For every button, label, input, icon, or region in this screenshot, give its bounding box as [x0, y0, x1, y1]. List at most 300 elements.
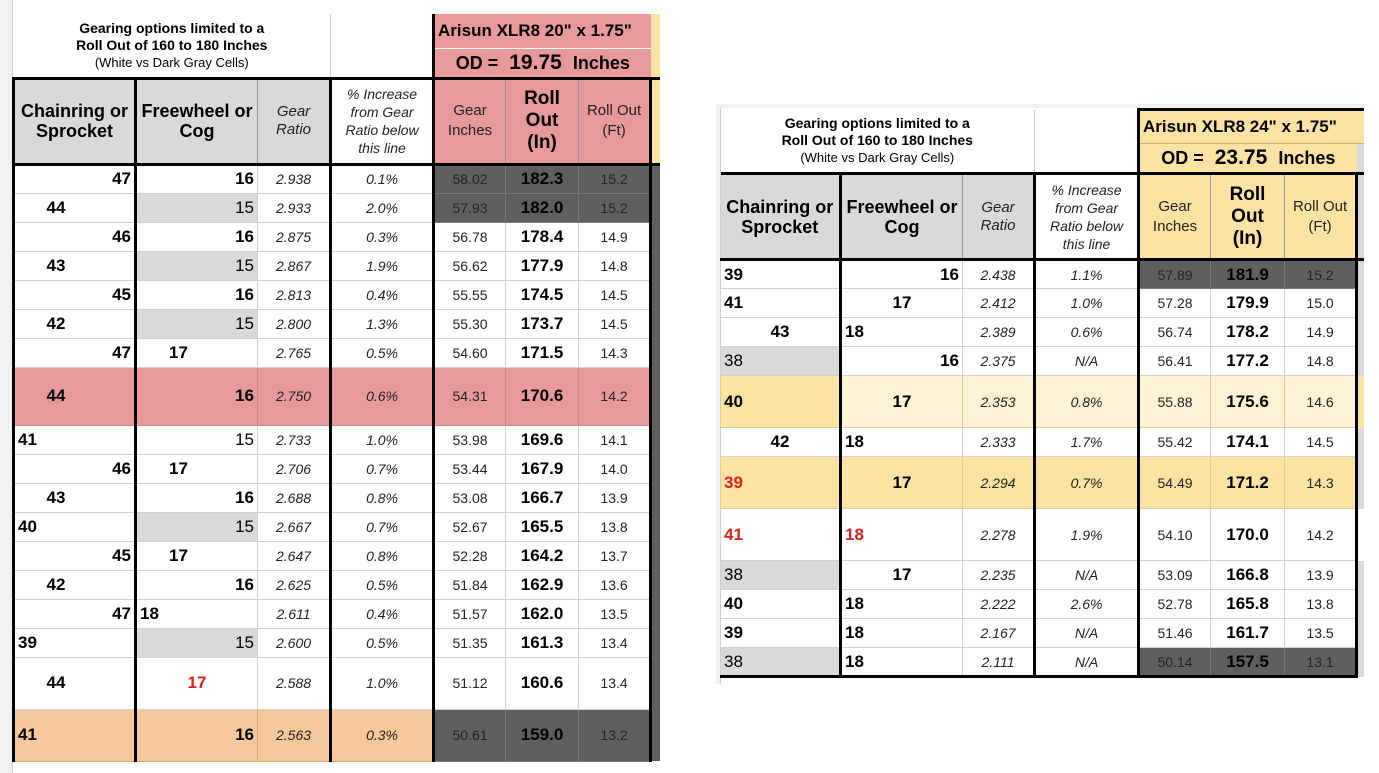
right-inc-cell[interactable]: N/A	[1035, 561, 1139, 590]
right-ft-cell[interactable]: 15.0	[1285, 289, 1357, 318]
right-gi-cell[interactable]: 54.49	[1139, 457, 1211, 509]
left-inc-cell[interactable]: 0.6%	[331, 367, 434, 425]
right-inc-cell[interactable]: 0.8%	[1035, 376, 1139, 428]
right-ro-cell[interactable]: 170.0	[1211, 509, 1285, 561]
right-cog-cell[interactable]: 17	[841, 289, 963, 318]
right-header-freewheel: Freewheel or Cog	[841, 174, 963, 260]
left-cog-cell[interactable]: 16	[136, 164, 258, 193]
table-row	[721, 347, 1365, 376]
left-cog-cell[interactable]: 15	[136, 425, 258, 454]
right-ft-cell[interactable]: 14.5	[1285, 428, 1357, 457]
right-ro-cell[interactable]: 179.9	[1211, 289, 1285, 318]
left-ring-cell[interactable]: 46	[14, 222, 136, 251]
table-row	[14, 425, 661, 454]
right-sheet	[716, 104, 1364, 684]
right-cog-cell[interactable]: 18	[841, 590, 963, 619]
left-info-cell	[14, 14, 331, 78]
right-gi-cell[interactable]: 52.78	[1139, 590, 1211, 619]
left-inc-cell[interactable]: 0.5%	[331, 570, 434, 599]
right-ring-cell[interactable]: 42	[721, 428, 841, 457]
right-ratio-cell[interactable]: 2.412	[963, 289, 1035, 318]
left-cog-cell[interactable]: 17	[136, 541, 258, 570]
right-ft-cell[interactable]: 13.1	[1285, 648, 1357, 677]
left-inc-cell[interactable]: 0.5%	[331, 338, 434, 367]
left-ro-cell[interactable]: 178.4	[506, 222, 579, 251]
table-row	[721, 648, 1365, 677]
left-cog-cell[interactable]: 15	[136, 512, 258, 541]
right-ratio-cell[interactable]: 2.375	[963, 347, 1035, 376]
right-ratio-cell[interactable]: 2.353	[963, 376, 1035, 428]
left-gi-cell[interactable]: 52.67	[434, 512, 506, 541]
right-ro-cell[interactable]: 177.2	[1211, 347, 1285, 376]
left-cog-cell[interactable]: 18	[136, 599, 258, 628]
right-ft-cell[interactable]: 13.8	[1285, 590, 1357, 619]
left-ratio-cell[interactable]: 2.667	[258, 512, 331, 541]
left-gi-cell[interactable]: 51.12	[434, 657, 506, 709]
left-cog-cell[interactable]: 16	[136, 483, 258, 512]
left-cog-cell[interactable]: 16	[136, 709, 258, 761]
right-info-line1: Gearing options limited to a	[784, 115, 970, 132]
right-overflow-cell	[1357, 260, 1364, 289]
left-ro-cell[interactable]: 162.0	[506, 599, 579, 628]
right-cog-cell[interactable]: 18	[841, 648, 963, 677]
right-cog-cell[interactable]: 18	[841, 509, 963, 561]
right-info-line3: (White vs Dark Gray Cells)	[800, 150, 955, 166]
left-inc-cell[interactable]: 0.3%	[331, 222, 434, 251]
left-ring-cell[interactable]: 45	[14, 541, 136, 570]
right-inc-cell[interactable]: 1.7%	[1035, 428, 1139, 457]
left-ro-cell[interactable]: 177.9	[506, 251, 579, 280]
left-header-chainring: Chainring or Sprocket	[14, 78, 136, 164]
right-ft-cell[interactable]: 14.9	[1285, 318, 1357, 347]
left-ft-cell[interactable]: 14.1	[579, 425, 651, 454]
right-od-unit: Inches	[1278, 148, 1336, 168]
left-inc-cell[interactable]: 0.3%	[331, 709, 434, 761]
left-ft-cell[interactable]: 14.3	[579, 338, 651, 367]
table-row	[14, 570, 661, 599]
right-gi-cell[interactable]: 55.88	[1139, 376, 1211, 428]
left-overflow-cell	[651, 338, 660, 367]
table-row-highlight	[721, 376, 1365, 428]
left-ring-cell[interactable]: 44	[14, 367, 136, 425]
right-header-ratio: Gear Ratio	[963, 174, 1035, 260]
left-ring-cell[interactable]: 42	[14, 309, 136, 338]
right-ro-cell[interactable]: 165.8	[1211, 590, 1285, 619]
left-ro-cell[interactable]: 173.7	[506, 309, 579, 338]
left-cog-cell[interactable]: 16	[136, 222, 258, 251]
left-gearing-table	[12, 14, 660, 762]
left-header-gear-inches: Gear Inches	[434, 78, 506, 164]
right-ro-cell[interactable]: 171.2	[1211, 457, 1285, 509]
right-ft-cell[interactable]: 14.8	[1285, 347, 1357, 376]
left-ring-cell[interactable]: 45	[14, 280, 136, 309]
table-row	[14, 454, 661, 483]
left-ft-cell[interactable]: 13.5	[579, 599, 651, 628]
left-cog-cell[interactable]: 17	[136, 657, 258, 709]
left-od-overflow-cell	[651, 48, 660, 78]
right-ratio-cell[interactable]: 2.294	[963, 457, 1035, 509]
right-cog-cell[interactable]: 18	[841, 428, 963, 457]
table-row	[14, 193, 661, 222]
left-overflow-cell	[651, 541, 660, 570]
left-od-label: OD =	[455, 52, 499, 73]
left-ro-cell[interactable]: 160.6	[506, 657, 579, 709]
right-ring-cell[interactable]: 38	[721, 347, 841, 376]
left-tire-title: Arisun XLR8 20" x 1.75"	[434, 14, 651, 48]
left-gi-cell[interactable]: 52.28	[434, 541, 506, 570]
right-overflow-cell	[1357, 376, 1364, 428]
right-gi-cell[interactable]: 57.28	[1139, 289, 1211, 318]
table-row	[721, 318, 1365, 347]
left-ro-cell[interactable]: 161.3	[506, 628, 579, 657]
left-ring-cell[interactable]: 43	[14, 251, 136, 280]
left-ratio-cell[interactable]: 2.933	[258, 193, 331, 222]
right-ring-cell[interactable]: 38	[721, 561, 841, 590]
left-cog-cell[interactable]: 16	[136, 280, 258, 309]
left-ring-cell[interactable]: 44	[14, 193, 136, 222]
right-overflow-cell	[1357, 509, 1364, 561]
left-ft-cell[interactable]: 14.5	[579, 309, 651, 338]
left-inc-cell[interactable]: 0.5%	[331, 628, 434, 657]
left-ratio-cell[interactable]: 2.765	[258, 338, 331, 367]
left-header-roll-ft: Roll Out (Ft)	[579, 78, 651, 164]
right-ring-cell[interactable]: 43	[721, 318, 841, 347]
right-empty-cell	[1035, 110, 1139, 174]
right-ro-cell[interactable]: 166.8	[1211, 561, 1285, 590]
left-overflow-cell	[651, 280, 660, 309]
left-inc-cell[interactable]: 1.3%	[331, 309, 434, 338]
left-inc-cell[interactable]: 2.0%	[331, 193, 434, 222]
left-overflow-cell	[651, 570, 660, 599]
right-overflow-cell	[1357, 347, 1364, 376]
left-ft-cell[interactable]: 14.9	[579, 222, 651, 251]
left-ratio-cell[interactable]: 2.800	[258, 309, 331, 338]
left-ratio-cell[interactable]: 2.611	[258, 599, 331, 628]
left-gi-cell[interactable]: 55.55	[434, 280, 506, 309]
right-gi-cell[interactable]: 56.74	[1139, 318, 1211, 347]
left-gi-cell[interactable]: 57.93	[434, 193, 506, 222]
left-ratio-cell[interactable]: 2.688	[258, 483, 331, 512]
table-row	[721, 509, 1365, 561]
table-row-highlight	[721, 457, 1365, 509]
right-ft-cell[interactable]: 14.3	[1285, 457, 1357, 509]
right-overflow-cell	[1357, 289, 1364, 318]
left-ro-cell[interactable]: 182.0	[506, 193, 579, 222]
right-ratio-cell[interactable]: 2.167	[963, 619, 1035, 648]
table-row	[14, 628, 661, 657]
left-overflow-cell	[651, 309, 660, 338]
table-row	[14, 512, 661, 541]
left-ring-cell[interactable]: 41	[14, 709, 136, 761]
right-ro-cell[interactable]: 174.1	[1211, 428, 1285, 457]
left-ft-cell[interactable]: 13.4	[579, 628, 651, 657]
right-gi-cell[interactable]: 55.42	[1139, 428, 1211, 457]
table-row	[14, 251, 661, 280]
right-gi-cell[interactable]: 51.46	[1139, 619, 1211, 648]
left-ratio-cell[interactable]: 2.588	[258, 657, 331, 709]
left-sheet	[0, 0, 660, 773]
left-ro-cell[interactable]: 169.6	[506, 425, 579, 454]
right-ro-cell[interactable]: 157.5	[1211, 648, 1285, 677]
left-overflow-cell	[651, 599, 660, 628]
table-row	[14, 164, 661, 193]
left-ro-cell[interactable]: 182.3	[506, 164, 579, 193]
right-cog-cell[interactable]: 17	[841, 376, 963, 428]
left-ring-cell[interactable]: 39	[14, 628, 136, 657]
right-info-line2: Roll Out of 160 to 180 Inches	[781, 132, 973, 149]
left-gi-cell[interactable]: 55.30	[434, 309, 506, 338]
right-ring-cell[interactable]: 40	[721, 376, 841, 428]
right-header-increase: % Increase from Gear Ratio below this line	[1035, 174, 1139, 260]
left-ratio-cell[interactable]: 2.647	[258, 541, 331, 570]
left-ft-cell[interactable]: 15.2	[579, 193, 651, 222]
right-od-label: OD =	[1161, 148, 1204, 168]
right-inc-cell[interactable]: 0.7%	[1035, 457, 1139, 509]
right-gi-cell[interactable]: 54.10	[1139, 509, 1211, 561]
right-inc-cell[interactable]: N/A	[1035, 619, 1139, 648]
left-ratio-cell[interactable]: 2.563	[258, 709, 331, 761]
right-ft-cell[interactable]: 14.6	[1285, 376, 1357, 428]
left-ratio-cell[interactable]: 2.813	[258, 280, 331, 309]
left-cog-cell[interactable]: 16	[136, 367, 258, 425]
right-inc-cell[interactable]: N/A	[1035, 347, 1139, 376]
right-header-chainring: Chainring or Sprocket	[721, 174, 841, 260]
left-cog-cell[interactable]: 15	[136, 251, 258, 280]
left-ro-cell[interactable]: 170.6	[506, 367, 579, 425]
right-ratio-cell[interactable]: 2.333	[963, 428, 1035, 457]
left-ro-cell[interactable]: 174.5	[506, 280, 579, 309]
left-gi-cell[interactable]: 56.62	[434, 251, 506, 280]
left-header-increase: % Increase from Gear Ratio below this line	[331, 78, 434, 164]
left-inc-cell[interactable]: 0.7%	[331, 454, 434, 483]
left-overflow-cell	[651, 164, 660, 193]
right-gi-cell[interactable]: 50.14	[1139, 648, 1211, 677]
left-gi-cell[interactable]: 51.57	[434, 599, 506, 628]
left-ring-cell[interactable]: 47	[14, 599, 136, 628]
left-ft-cell[interactable]: 13.4	[579, 657, 651, 709]
right-ring-cell[interactable]: 38	[721, 648, 841, 677]
right-info-cell	[721, 110, 1035, 174]
right-tire-title: Arisun XLR8 24" x 1.75"	[1139, 110, 1364, 144]
left-inc-cell[interactable]: 1.0%	[331, 425, 434, 454]
right-cog-cell[interactable]: 17	[841, 561, 963, 590]
left-gi-cell[interactable]: 56.78	[434, 222, 506, 251]
left-od-unit: Inches	[572, 52, 630, 73]
right-gearing-table	[720, 108, 1364, 678]
left-overflow-cell	[651, 512, 660, 541]
left-od-value: 19.75	[509, 50, 562, 74]
right-ratio-cell[interactable]: 2.438	[963, 260, 1035, 289]
left-gi-cell[interactable]: 53.08	[434, 483, 506, 512]
right-od-overflow-cell	[1357, 144, 1364, 174]
right-gi-cell[interactable]: 57.89	[1139, 260, 1211, 289]
right-cog-cell[interactable]: 17	[841, 457, 963, 509]
table-row-highlight	[14, 709, 661, 761]
right-ring-cell[interactable]: 41	[721, 289, 841, 318]
left-ft-cell[interactable]: 14.8	[579, 251, 651, 280]
right-header-gear-inches: Gear Inches	[1139, 174, 1211, 260]
right-ratio-cell[interactable]: 2.389	[963, 318, 1035, 347]
right-ft-cell[interactable]: 15.2	[1285, 260, 1357, 289]
left-ratio-cell[interactable]: 2.750	[258, 367, 331, 425]
right-overflow-cell	[1357, 318, 1364, 347]
left-ft-cell[interactable]: 13.7	[579, 541, 651, 570]
right-ft-cell[interactable]: 13.5	[1285, 619, 1357, 648]
table-row	[14, 222, 661, 251]
left-gi-cell[interactable]: 53.98	[434, 425, 506, 454]
left-inc-cell[interactable]: 1.9%	[331, 251, 434, 280]
right-inc-cell[interactable]: 1.1%	[1035, 260, 1139, 289]
left-ro-cell[interactable]: 165.5	[506, 512, 579, 541]
left-info-line2: Roll Out of 160 to 180 Inches	[76, 36, 268, 53]
left-overflow-cell	[651, 251, 660, 280]
left-ring-cell[interactable]: 41	[14, 425, 136, 454]
right-ro-cell[interactable]: 178.2	[1211, 318, 1285, 347]
right-ratio-cell[interactable]: 2.235	[963, 561, 1035, 590]
left-ratio-cell[interactable]: 2.875	[258, 222, 331, 251]
right-overflow-cell	[1357, 561, 1364, 590]
left-cog-cell[interactable]: 17	[136, 454, 258, 483]
left-ft-cell[interactable]: 13.6	[579, 570, 651, 599]
left-header-roll-out: Roll Out (In)	[506, 78, 579, 164]
left-header-ratio: Gear Ratio	[258, 78, 331, 164]
right-overflow-cell	[1357, 619, 1364, 648]
right-inc-cell[interactable]: 0.6%	[1035, 318, 1139, 347]
table-row	[14, 483, 661, 512]
left-gi-cell[interactable]: 54.31	[434, 367, 506, 425]
left-gi-cell[interactable]: 54.60	[434, 338, 506, 367]
right-od-value: 23.75	[1214, 146, 1268, 169]
left-inc-cell[interactable]: 0.4%	[331, 599, 434, 628]
left-ro-cell[interactable]: 162.9	[506, 570, 579, 599]
left-overflow-cell	[651, 709, 660, 761]
right-ft-cell[interactable]: 14.2	[1285, 509, 1357, 561]
right-inc-cell[interactable]: 1.0%	[1035, 289, 1139, 318]
left-ro-cell[interactable]: 164.2	[506, 541, 579, 570]
left-inc-cell[interactable]: 0.1%	[331, 164, 434, 193]
left-overflow-cell	[651, 454, 660, 483]
right-ft-cell[interactable]: 13.9	[1285, 561, 1357, 590]
left-ro-cell[interactable]: 167.9	[506, 454, 579, 483]
left-ft-cell[interactable]: 15.2	[579, 164, 651, 193]
right-inc-cell[interactable]: N/A	[1035, 648, 1139, 677]
left-empty-cell	[331, 14, 434, 78]
right-overflow-cell	[1357, 428, 1364, 457]
table-row	[14, 338, 661, 367]
left-ft-cell[interactable]: 14.5	[579, 280, 651, 309]
left-ft-cell[interactable]: 13.9	[579, 483, 651, 512]
table-row	[721, 289, 1365, 318]
right-ring-cell[interactable]: 39	[721, 619, 841, 648]
table-row	[721, 428, 1365, 457]
left-ring-cell[interactable]: 40	[14, 512, 136, 541]
left-ro-cell[interactable]: 171.5	[506, 338, 579, 367]
right-overflow-cell	[1357, 590, 1364, 619]
right-cog-cell[interactable]: 18	[841, 619, 963, 648]
left-tire-overflow-cell	[651, 14, 660, 48]
right-ring-cell[interactable]: 40	[721, 590, 841, 619]
left-od-cell	[434, 48, 651, 78]
table-row	[14, 541, 661, 570]
left-ratio-cell[interactable]: 2.600	[258, 628, 331, 657]
left-ring-cell[interactable]: 43	[14, 483, 136, 512]
left-cog-cell[interactable]: 15	[136, 628, 258, 657]
left-ratio-cell[interactable]: 2.938	[258, 164, 331, 193]
left-ft-cell[interactable]: 13.2	[579, 709, 651, 761]
left-ro-cell[interactable]: 159.0	[506, 709, 579, 761]
left-ratio-cell[interactable]: 2.733	[258, 425, 331, 454]
left-cog-cell[interactable]: 17	[136, 338, 258, 367]
left-ring-cell[interactable]: 47	[14, 338, 136, 367]
left-overflow-cell	[651, 628, 660, 657]
left-gi-cell[interactable]: 53.44	[434, 454, 506, 483]
left-gi-cell[interactable]: 51.35	[434, 628, 506, 657]
right-gi-cell[interactable]: 53.09	[1139, 561, 1211, 590]
table-row	[721, 561, 1365, 590]
left-ft-cell[interactable]: 13.8	[579, 512, 651, 541]
right-ring-cell[interactable]: 39	[721, 457, 841, 509]
table-row	[721, 619, 1365, 648]
right-ratio-cell[interactable]: 2.222	[963, 590, 1035, 619]
left-gi-cell[interactable]: 58.02	[434, 164, 506, 193]
right-od-cell	[1139, 144, 1357, 174]
left-ring-cell[interactable]: 44	[14, 657, 136, 709]
table-row-highlight	[14, 367, 661, 425]
right-ring-cell[interactable]: 39	[721, 260, 841, 289]
right-cog-cell[interactable]: 16	[841, 347, 963, 376]
left-cog-cell[interactable]: 15	[136, 193, 258, 222]
right-cog-cell[interactable]: 16	[841, 260, 963, 289]
right-ro-cell[interactable]: 181.9	[1211, 260, 1285, 289]
left-inc-cell[interactable]: 0.8%	[331, 541, 434, 570]
right-ro-cell[interactable]: 175.6	[1211, 376, 1285, 428]
left-ring-cell[interactable]: 46	[14, 454, 136, 483]
right-header-overflow	[1357, 174, 1364, 260]
left-ring-cell[interactable]: 42	[14, 570, 136, 599]
left-gi-cell[interactable]: 50.61	[434, 709, 506, 761]
right-ratio-cell[interactable]: 2.111	[963, 648, 1035, 677]
right-gi-cell[interactable]: 56.41	[1139, 347, 1211, 376]
left-ro-cell[interactable]: 166.7	[506, 483, 579, 512]
right-cog-cell[interactable]: 18	[841, 318, 963, 347]
left-ratio-cell[interactable]: 2.867	[258, 251, 331, 280]
left-inc-cell[interactable]: 0.8%	[331, 483, 434, 512]
left-ring-cell[interactable]: 47	[14, 164, 136, 193]
left-inc-cell[interactable]: 1.0%	[331, 657, 434, 709]
left-ratio-cell[interactable]: 2.706	[258, 454, 331, 483]
right-ro-cell[interactable]: 161.7	[1211, 619, 1285, 648]
left-ft-cell[interactable]: 14.0	[579, 454, 651, 483]
left-inc-cell[interactable]: 0.4%	[331, 280, 434, 309]
right-header-roll-ft: Roll Out (Ft)	[1285, 174, 1357, 260]
left-header-overflow	[651, 78, 660, 164]
left-overflow-cell	[651, 193, 660, 222]
left-overflow-cell	[651, 425, 660, 454]
right-ring-cell[interactable]: 41	[721, 509, 841, 561]
right-inc-cell[interactable]: 2.6%	[1035, 590, 1139, 619]
left-inc-cell[interactable]: 0.7%	[331, 512, 434, 541]
right-ratio-cell[interactable]: 2.278	[963, 509, 1035, 561]
left-cog-cell[interactable]: 15	[136, 309, 258, 338]
left-gi-cell[interactable]: 51.84	[434, 570, 506, 599]
left-ratio-cell[interactable]: 2.625	[258, 570, 331, 599]
left-cog-cell[interactable]: 16	[136, 570, 258, 599]
table-row	[721, 260, 1365, 289]
left-overflow-cell	[651, 222, 660, 251]
left-ft-cell[interactable]: 14.2	[579, 367, 651, 425]
right-inc-cell[interactable]: 1.9%	[1035, 509, 1139, 561]
left-overflow-cell	[651, 657, 660, 709]
